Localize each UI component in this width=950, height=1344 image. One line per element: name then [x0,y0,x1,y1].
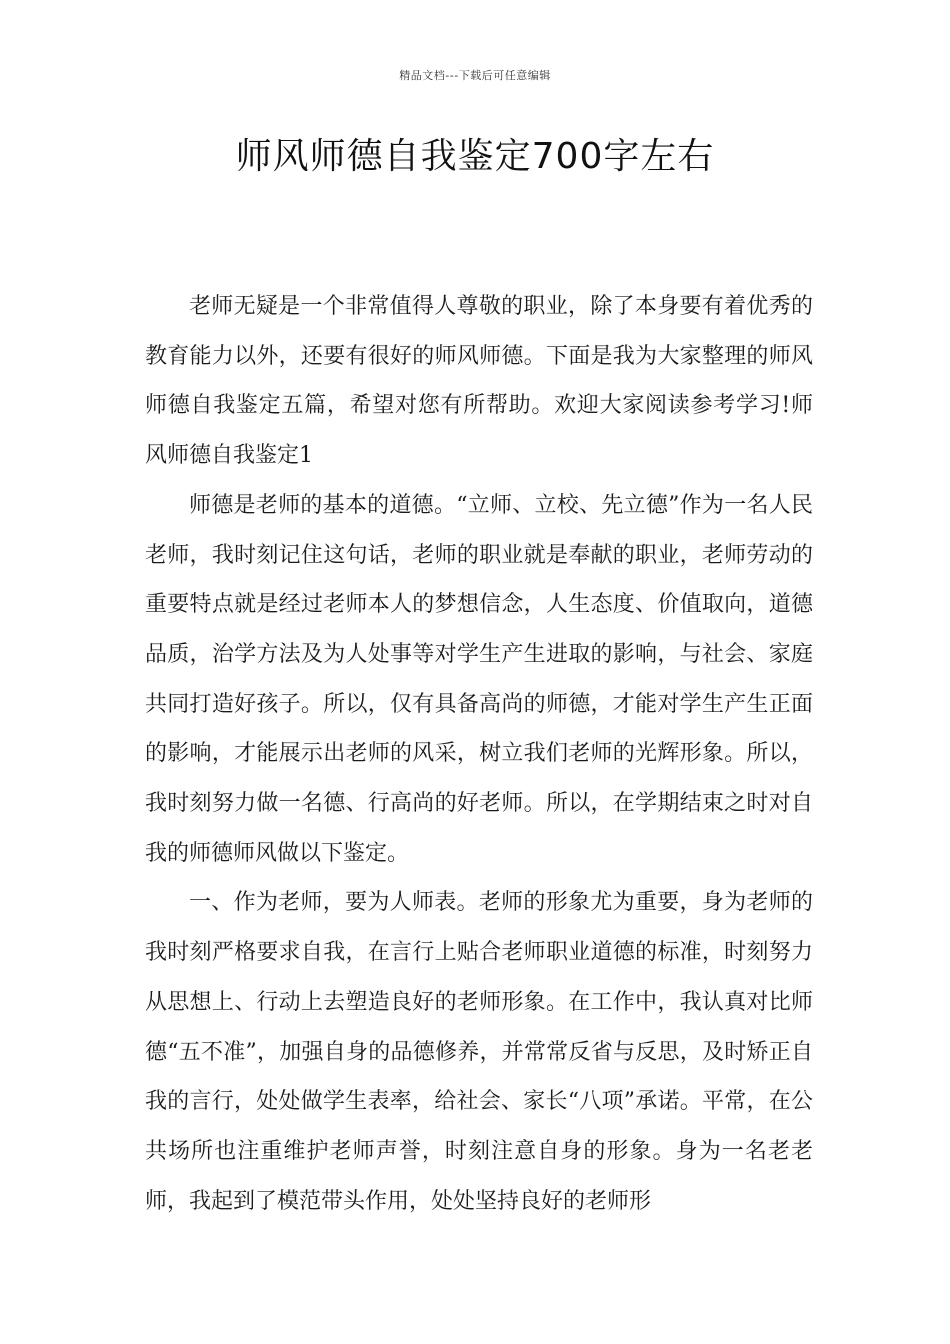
document-title: 师风师德自我鉴定700字左右 [235,136,715,177]
header-note: 精品文档---下载后可任意编辑 [399,69,551,82]
paragraph-intro: 老师无疑是一个非常值得人尊敬的职业，除了本身要有着优秀的教育能力以外，还要有很好的师风师德。下面是我为大家整理的师风师德自我鉴定五篇，希望对您有所帮助。欢迎大家阅读参考学习!师风师德自我鉴定1 [145,294,813,469]
paragraph-ethics: 师德是老师的基本的道德。“立师、立校、先立德”作为一名人民老师，我时刻记住这句话，老师的职业就是奉献的职业，老师劳动的重要特点就是经过老师本人的梦想信念，人生态度、价值取向，道德品质，治学方法及为人处事等对学生产生进取的影响，与社会、家庭共同打造好孩子。所以，仅有具备高尚的师德，才能对学生产生正面的影响，才能展示出老师的风采，树立我们老师的光辉形象。所以，我时刻努力做一名德、行高尚的好老师。所以，在学期结束之时对自我的师德师风做以下鉴定。 [145,492,813,866]
paragraph-section-one: 一、作为老师，要为人师表。老师的形象尤为重要，身为老师的我时刻严格要求自我，在言行上贴合老师职业道德的标准，时刻努力从思想上、行动上去塑造良好的老师形象。在工作中，我认真对比师德“五不准”，加强自身的品德修养，并常常反省与反思，及时矫正自我的言行，处处做学生表率，给社会、家长“八项”承诺。平常，在公共场所也注重维护老师声誉，时刻注意自身的形象。身为一名老老师，我起到了模范带头作用，处处坚持良好的老师形 [145,890,813,1214]
document-body [145,282,813,1226]
